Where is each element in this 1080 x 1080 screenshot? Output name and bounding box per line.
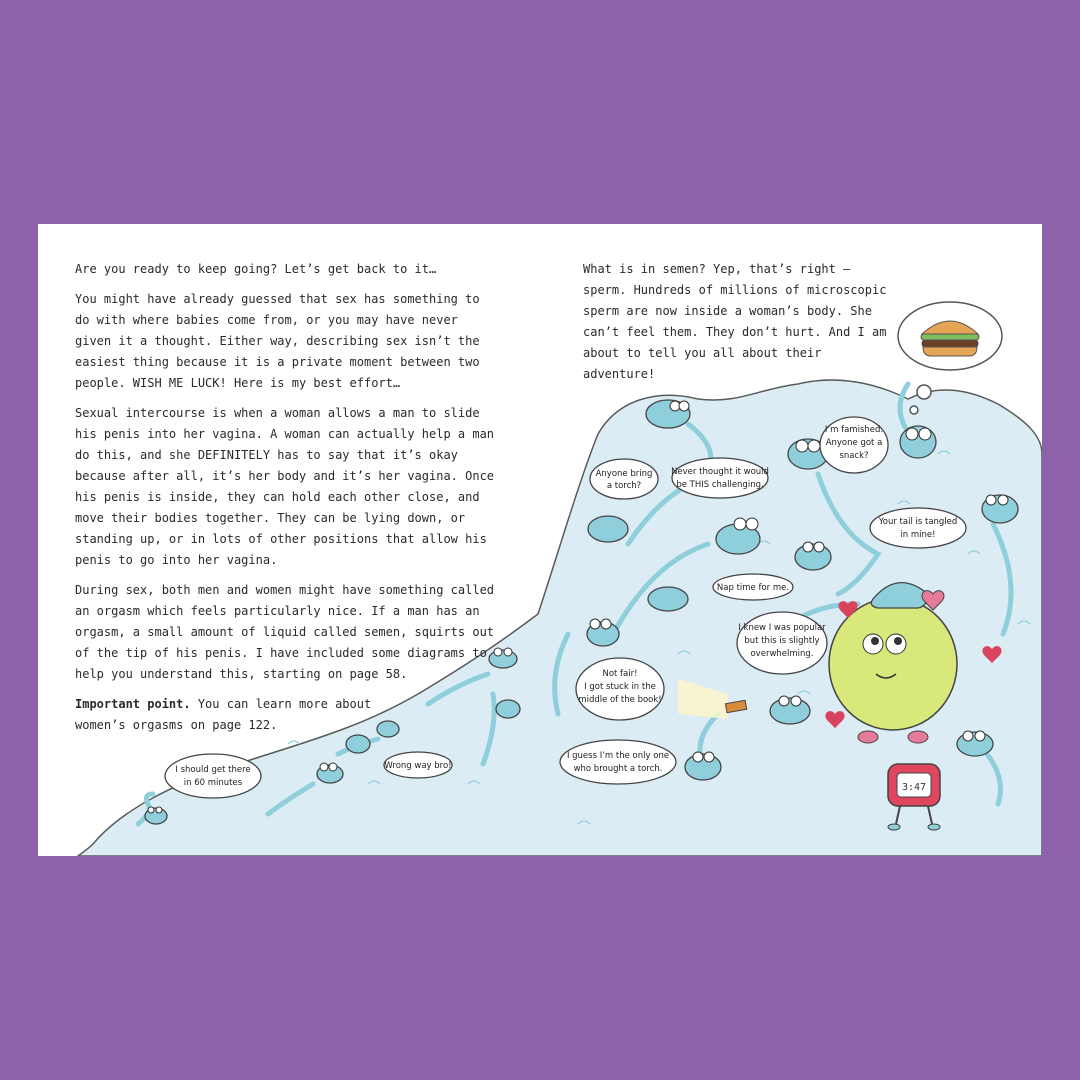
speech-bubble-6 [870,508,966,548]
speech-bubble-3 [590,459,658,499]
intro-paragraph: Are you ready to keep going? Let’s get back to it… [75,262,437,276]
speech-bubble-5 [820,417,888,473]
speech-bubble-8 [737,612,827,674]
svg-text:but this is slightly: but this is slightly [744,636,820,646]
svg-text:Nap time for me.: Nap time for me. [716,583,790,593]
svg-text:I guess I’m the only one: I guess I’m the only one [566,751,670,761]
svg-text:a torch?: a torch? [606,481,642,491]
svg-text:in 60 minutes: in 60 minutes [183,778,243,788]
svg-text:I’m famished.: I’m famished. [824,425,884,435]
svg-text:who brought a torch.: who brought a torch. [573,764,663,774]
speech-bubble-4 [671,458,769,498]
svg-text:snack?: snack? [839,451,869,461]
left-page-text [75,259,495,745]
paragraph-semen: What is in semen? Yep, that’s right – sperm. Hundreds of millions of microscopic sperm are now inside a woman’s body. She can’t feel them. They don’t hurt. And I am about to tell you all about their adventure! [583,262,887,381]
paragraph-sex-origin: You might have already guessed that sex has something to do with where babies come from, or you may have never given it a thought. Either way, describing sex isn’t the easiest thing because it is a private moment between two people. WISH ME LUCK! Here is my best effort… [75,292,480,390]
paragraph-orgasm: During sex, both men and women might have something called an orgasm which feels particularly nice. If a man has an orgasm, a small amount of liquid called semen, squirts out of the tip of his penis. I have included some diagrams to help you understand this, starting on page 58. [75,583,495,681]
svg-text:I knew I was popular: I knew I was popular [738,623,826,633]
svg-text:be THIS challenging.: be THIS challenging. [676,480,764,490]
important-point-text: You can learn more about women’s orgasms on page 122. [75,697,372,732]
svg-text:Wrong way bro!: Wrong way bro! [384,761,452,771]
important-point-label: Important point. [75,697,191,711]
speech-bubble-7 [713,574,793,600]
paragraph-intercourse: Sexual intercourse is when a woman allows a man to slide his penis into her vagina. A woman can actually help a man do this, and she DEFINITELY has to say that it’s okay because after all, it’s her body and it’s her vagina. Once his penis is inside, they can hold each other close, and move their bodies together. They can be lying down, or standing up, or in lots of other positions that allow his penis to go into her vagina. [75,406,495,567]
svg-text:Your tail is tangled: Your tail is tangled [878,517,958,527]
right-page-text [583,259,899,394]
svg-text:I got stuck in the: I got stuck in the [584,682,656,692]
svg-text:Not fair!: Not fair! [602,669,638,679]
svg-text:Anyone got a: Anyone got a [825,438,883,448]
important-point [75,694,375,736]
speech-bubble-9 [576,658,664,720]
speech-bubble-1 [165,754,261,798]
svg-text:overwhelming.: overwhelming. [750,649,814,659]
svg-text:in mine!: in mine! [900,530,936,540]
speech-bubble-2 [384,752,452,778]
svg-text:Never thought it would: Never thought it would [671,467,769,477]
book-spread [38,224,1042,856]
speech-bubble-10 [560,740,676,784]
svg-text:middle of the book!: middle of the book! [578,695,662,705]
svg-text:I should get there: I should get there [175,765,251,775]
clock-time: 3:47 [901,782,927,793]
svg-text:Anyone bring: Anyone bring [595,469,653,479]
